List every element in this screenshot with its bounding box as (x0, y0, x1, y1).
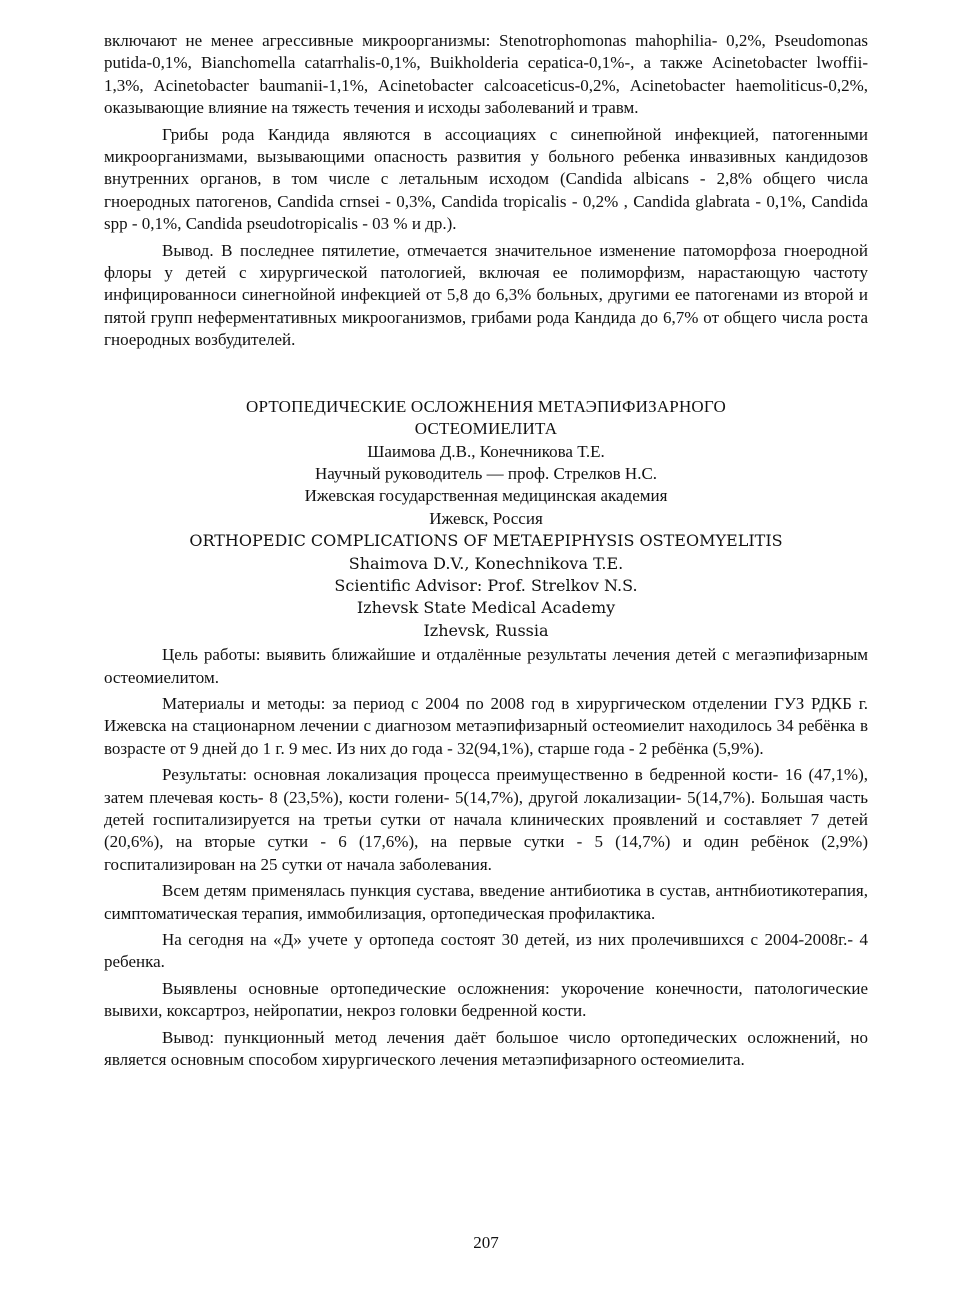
results-paragraph: Результаты: основная локализация процесса преимущественно в бедренной кости- 16 (47,1%), затем плечевая кость- 8 (23,5%), кости голени- 5(14,7%), другой локализации- 5(14,7%). Большая часть детей госпитализируется на третьи сутки от начала клинических проявлений и составляет 7 детей (20,6%), на вторые сутки - 6 (17,6%), на первые сутки - 5 (14,7%) и один ребёнок (2,9%) госпитализирован на 25 сутки от начала заболевания. (104, 765, 868, 874)
article-header (104, 396, 868, 642)
aim-paragraph: Цель работы: выявить ближайшие и отдалённые результаты лечения детей с мегаэпифизарным остеомиелитом. (104, 645, 868, 687)
previous-article-continuation (104, 30, 868, 352)
page-number: 207 (473, 1233, 499, 1252)
city-ru: Ижевск, Россия (429, 508, 543, 528)
article-body (104, 644, 868, 1071)
institution-en: Izhevsk State Medical Academy (356, 598, 616, 618)
conclusion-paragraph: Вывод. В последнее пятилетие, отмечается значительное изменение патоморфоза гноеродной флоры у детей с хирургической патологией, включая ее полиморфизм, нарастающую частоту инфицированноси синегнойной инфекцией от 5,8 до 6,3% больных, другими ее патогенами из второй и пятой групп неферментативных микрооганизмов, грибами рода Кандида до 6,7% от общего числа роста гноеродных возбудителей. (104, 240, 868, 350)
body-paragraph: Грибы рода Кандида являются в ассоциациях с синепюйной инфекцией, патогенными микроорганизмами, вызывающими опасность развития у больного ребенка инвазивных кандидозов внутренних органов, в том числе с летальным исходом (Candida albicans - 2,8% общего числа гноеродных патогенов, Candida crnsei - 0,3%, Candida tropicalis - 0,2% , Candida glabrata - 0,1%, Candida spp - 0,1%, Candida pseudotropicalis - 03 % и др.). (104, 124, 868, 234)
article (104, 396, 868, 1072)
followup-paragraph: На сегодня на «Д» учете у ортопеда состоят 30 детей, из них пролечившихся с 2004-2008г.- 4 ребенка. (104, 930, 868, 972)
article-title-en: ORTHOPEDIC COMPLICATIONS OF METAEPIPHYSIS OSTEOMYELITIS (189, 531, 783, 551)
article-title-ru-line1: ОРТОПЕДИЧЕСКИЕ ОСЛОЖНЕНИЯ МЕТАЭПИФИЗАРНОГО (245, 396, 726, 416)
treatment-paragraph: Всем детям применялась пункция сустава, введение антибиотика в сустав, антнбиотикотерапия, симптоматическая терапия, иммобилизация, ортопедическая профилактика. (104, 881, 868, 923)
body-paragraph: включают не менее агрессивные микроорганизмы: Stenotrophomonas mahophilia- 0,2%, Pseudomonas putida-0,1%, Bianchomella catarrhalis-0,1%, Buikholderia cepatica-0,1%-, а также Acinetobacter lwoffii-1,3%, Acinetobacter baumanii-1,1%, Acinetobacter calcoaceticus-0,2%, Acinetobacter haemoliticus-0,2%, оказывающие влияние на тяжесть течения и исходы заболеваний и травм. (104, 31, 868, 118)
advisor-ru: Научный руководитель — проф. Стрелков Н.С. (314, 463, 658, 483)
conclusion-paragraph: Вывод: пункционный метод лечения даёт большое число ортопедических осложнений, но является основным способом хирургического лечения метаэпифизарного остеомиелита. (104, 1027, 868, 1070)
city-en: Izhevsk, Russia (423, 620, 549, 640)
authors-ru: Шаимова Д.В., Конечникова Т.Е. (367, 441, 605, 461)
advisor-en: Scientific Advisor: Prof. Strelkov N.S. (334, 575, 638, 595)
institution-ru: Ижевская государственная медицинская академия (304, 486, 668, 506)
authors-en: Shaimova D.V., Konechnikova T.E. (348, 553, 624, 573)
complications-paragraph: Выявлены основные ортопедические осложнения: укорочение конечности, патологические вывихи, коксартроз, нейропатии, некроз головки бедренной кости. (104, 978, 868, 1021)
methods-paragraph: Материалы и методы: за период с 2004 по 2008 год в хирургическом отделении ГУЗ РДКБ г. Ижевска на стационарном лечении с диагнозом метаэпифизарный остеомиелит находилось 34 ребёнка в возрасте от 9 дней до 1 г. 9 мес. Из них до года - 32(94,1%), старше года - 2 ребёнка (5,9%). (104, 693, 868, 758)
article-title-ru-line2: ОСТЕОМИЕЛИТА (414, 419, 558, 439)
